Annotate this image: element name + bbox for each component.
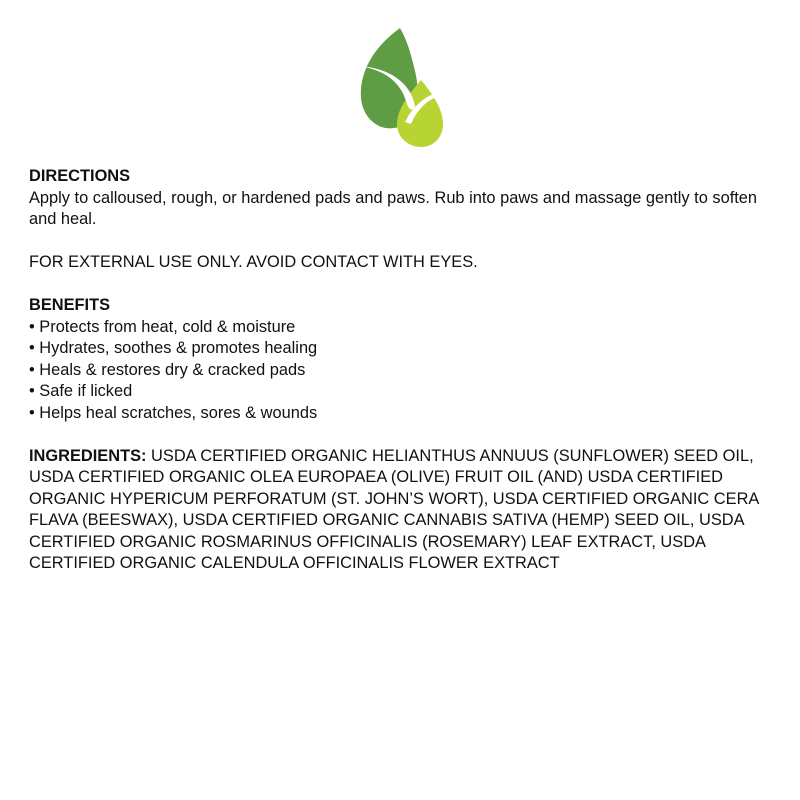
benefit-item: • Heals & restores dry & cracked pads bbox=[29, 360, 774, 382]
benefits-heading: BENEFITS bbox=[29, 296, 111, 314]
product-info bbox=[29, 166, 774, 575]
directions-text: Apply to calloused, rough, or hardened pads and paws. Rub into paws and massage gently to soften and heal. bbox=[29, 188, 758, 228]
benefit-item: • Protects from heat, cold & moisture bbox=[29, 317, 774, 339]
benefit-item: • Helps heal scratches, sores & wounds bbox=[29, 403, 774, 425]
warning-text: FOR EXTERNAL USE ONLY. AVOID CONTACT WITH EYES. bbox=[29, 253, 478, 271]
leaf-drop-icon bbox=[355, 26, 445, 148]
benefit-item: • Safe if licked bbox=[29, 381, 774, 403]
ingredients-label: INGREDIENTS: bbox=[29, 446, 147, 465]
directions-heading: DIRECTIONS bbox=[29, 167, 131, 185]
ingredients-text: USDA CERTIFIED ORGANIC HELIANTHUS ANNUUS (SUNFLOWER) SEED OIL, USDA CERTIFIED ORGANIC OLEA EUROPAEA (OLIVE) FRUIT OIL (AND) USDA CERTIFIED ORGANIC HYPERICUM PERFORATUM (ST. JOHN’S WORT), USDA CERTIFIED ORGANIC CERA FLAVA (BEESWAX), USDA CERTIFIED ORGANIC CANNABIS SATIVA (HEMP) SEED OIL, USDA CERTIFIED ORGANIC ROSMARINUS OFFICINALIS (ROSEMARY) LEAF EXTRACT, USDA CERTIFIED ORGANIC CALENDULA OFFICINALIS FLOWER EXTRACT bbox=[29, 446, 759, 572]
benefit-item: • Hydrates, soothes & promotes healing bbox=[29, 338, 774, 360]
benefits-list bbox=[29, 317, 774, 425]
ingredients-paragraph bbox=[29, 446, 774, 575]
